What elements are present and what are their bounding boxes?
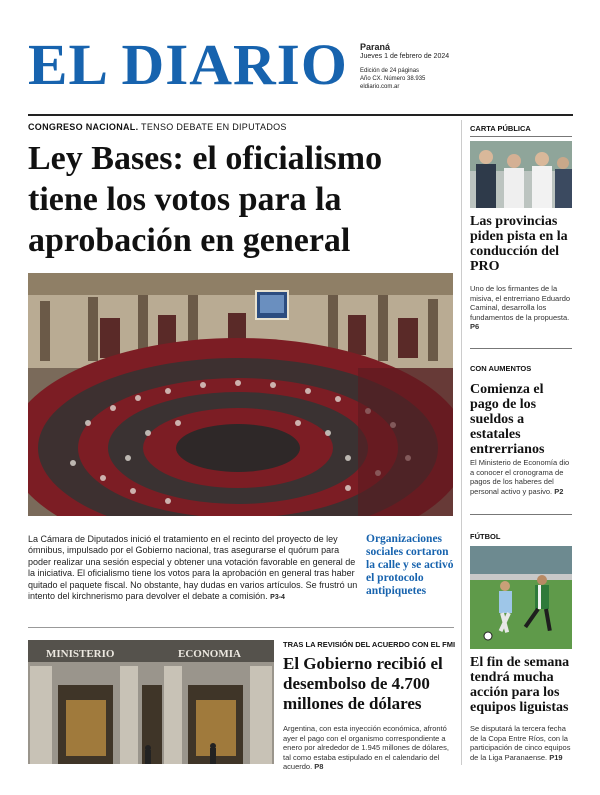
masthead-meta	[360, 42, 470, 91]
sidebar-divider	[470, 348, 572, 349]
sidebar-divider	[470, 136, 572, 137]
city: Paraná	[360, 42, 391, 52]
page-reference: P3-4	[270, 594, 285, 602]
fmi-text: Argentina, con esta inyección económica, afrontó ayer el pago con el organismo correspondiente a enero por alrededor de 1.945 millones de dólares, tal como estaba estipulado en el calendario del acuerdo. P8	[283, 724, 449, 771]
masthead-divider	[28, 114, 573, 116]
chamber-photo[interactable]	[28, 273, 453, 516]
page-reference: P6	[470, 322, 480, 331]
futbol-kicker: FÚTBOL	[470, 532, 501, 541]
newspaper-logo[interactable]: EL DIARIO	[28, 32, 348, 97]
page-reference: P19	[549, 752, 563, 762]
carta-headline[interactable]: Las provincias piden pista en la conducción del PRO	[470, 214, 568, 274]
main-headline[interactable]: Ley Bases: el oficialismo tiene los votos para la aprobación en general	[28, 140, 383, 259]
main-story-lead: La Cámara de Diputados inició el tratamiento en el recinto del proyecto de ley ómnibus, impulsado por el Gobierno nacional, tras asegurarse el quórum para poder realizar una sesión especial y obtener una votación favorable en general de la iniciativa. El oficialismo tiene los votos para la aprobación en general tras haber quitado el paquete fiscal. No obstante, hay dudas en varios artículos. Se frustró un intento del kirchnerismo para devolver el debate a comisión. P3-4	[28, 534, 358, 602]
politicians-photo[interactable]	[470, 141, 572, 208]
issue-number: Año CX. Número 38.935	[360, 76, 426, 82]
fmi-kicker: TRAS LA REVISIÓN DEL ACUERDO CON EL FMI	[283, 640, 456, 649]
futbol-headline[interactable]: El fin de semana tendrá mucha acción para los equipos liguistas	[470, 655, 570, 715]
football-photo[interactable]	[470, 546, 572, 649]
fmi-headline[interactable]: El Gobierno recibió el desembolso de 4.700 millones de dólares	[283, 654, 443, 713]
futbol-text: Se disputará la tercera fecha de la Copa Entre Ríos, con la participación de cinco equipos de la Liga Paranaense. P19	[470, 724, 571, 762]
carta-text: Uno de los firmantes de la misiva, el entrerriano Eduardo Caminal, desarrolla los fundamentos de la propuesta. P6	[470, 284, 571, 331]
aumentos-headline[interactable]: Comienza el pago de los sueldos a estatales entrerrianos	[470, 382, 545, 457]
website-link[interactable]: eldiario.com.ar	[360, 84, 400, 90]
ministry-building-photo[interactable]	[28, 640, 274, 764]
main-story-kicker: CONGRESO NACIONAL. TENSO DEBATE EN DIPUTADOS	[28, 122, 287, 132]
issue-date: Jueves 1 de febrero de 2024	[360, 53, 450, 60]
page-reference: P2	[554, 486, 564, 496]
carta-kicker: CARTA PÚBLICA	[470, 124, 531, 133]
column-divider	[461, 120, 462, 765]
section-divider	[28, 627, 454, 628]
aumentos-text: El Ministerio de Economía dio a conocer el cronograma de pagos de los haberes del personal activo y pasivo. P2	[470, 458, 570, 496]
sign-right: ECONOMIA	[178, 648, 241, 660]
aumentos-kicker: CON AUMENTOS	[470, 364, 532, 373]
page-reference: P8	[314, 762, 324, 771]
protest-note[interactable]: Organizaciones sociales cortaron la calle y se activó el protocolo antipiquetes	[366, 533, 454, 597]
masthead	[28, 32, 353, 97]
sign-left: MINISTERIO	[46, 648, 115, 660]
sidebar-divider	[470, 514, 572, 515]
edition-pages: Edición de 24 páginas	[360, 68, 420, 74]
